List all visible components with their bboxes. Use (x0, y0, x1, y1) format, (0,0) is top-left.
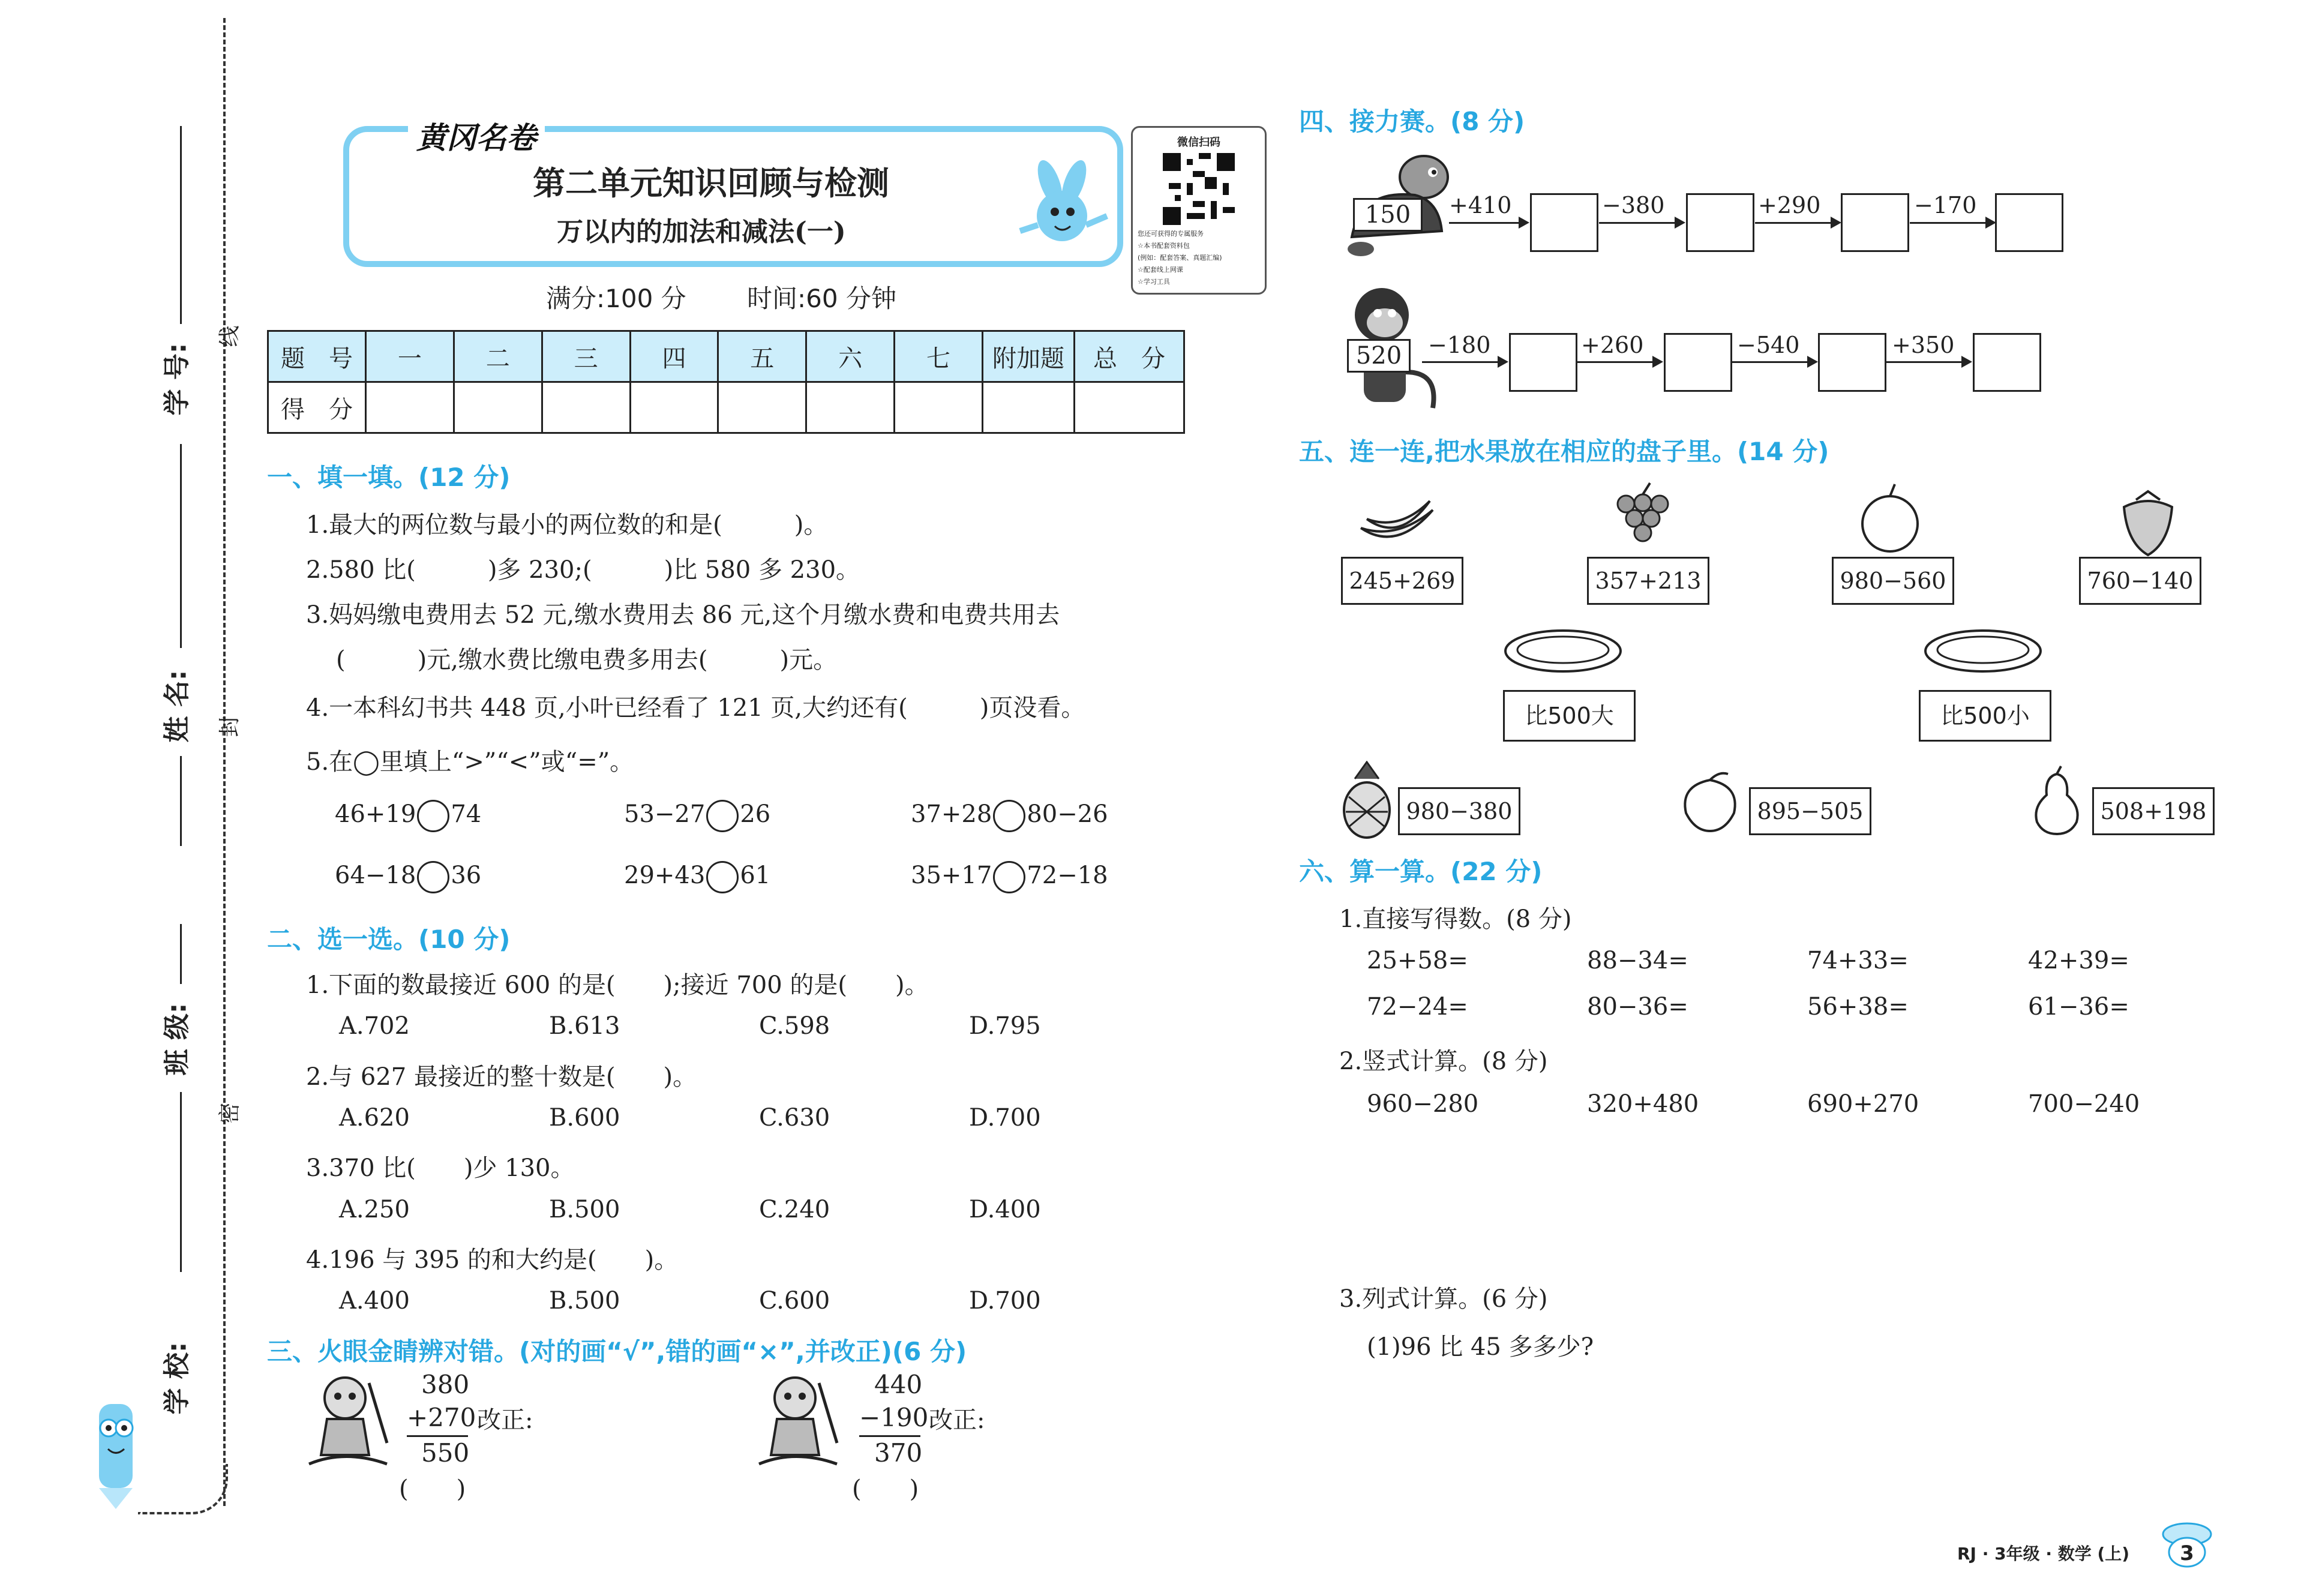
s2-option[interactable]: D.700 (969, 1104, 1041, 1132)
relay-arrow (1886, 361, 1970, 363)
relay2-op: −540 (1737, 332, 1800, 358)
s2-option[interactable]: C.600 (759, 1287, 830, 1315)
relay-arrow (1422, 361, 1506, 363)
compare-circle[interactable] (417, 861, 449, 893)
s2-option[interactable]: B.500 (549, 1287, 620, 1315)
compare-left: 35+17 (911, 862, 992, 889)
relay1-answer-box[interactable] (1686, 193, 1754, 252)
relay1-start-box: 150 (1353, 198, 1423, 232)
s2-option[interactable]: D.700 (969, 1287, 1041, 1315)
s2-option[interactable]: D.795 (969, 1012, 1041, 1040)
compare-right: 26 (740, 800, 771, 828)
s6-question-3-1: (1)96 比 45 多多少? (1367, 1333, 1594, 1361)
score-cell[interactable] (454, 382, 542, 433)
pineapple-icon (1337, 761, 1397, 839)
calc2-mid: −190 (859, 1403, 929, 1432)
section-3-title: 三、火眼金睛辨对错。(对的画“√”,错的画“×”,并改正)(6 分) (267, 1337, 967, 1366)
calc2-judge-paren[interactable]: ( ) (852, 1475, 919, 1503)
compare-right: 36 (451, 862, 482, 889)
pencil-mascot-icon (81, 1392, 159, 1512)
direct-calc: 42+39= (2028, 947, 2129, 974)
compare-left: 46+19 (335, 800, 416, 828)
vertical-calc: 690+270 (1807, 1090, 1919, 1118)
relay1-answer-box[interactable] (1995, 193, 2063, 252)
score-row-label: 得 分 (268, 382, 366, 433)
direct-calc: 61−36= (2028, 993, 2129, 1021)
seal-feng-char: 封 (217, 715, 242, 737)
s2-option[interactable]: B.600 (549, 1104, 620, 1132)
calc1-judge-paren[interactable]: ( ) (399, 1475, 466, 1503)
s2-option[interactable]: D.400 (969, 1196, 1041, 1223)
strawberry-icon (2115, 489, 2181, 558)
compare-item (911, 800, 1108, 832)
fruit-expression-box[interactable]: 357+213 (1587, 557, 1709, 605)
relay2-answer-box[interactable] (1664, 333, 1732, 392)
s2-question-3: 3.370 比( )少 130。 (306, 1154, 575, 1182)
s2-option[interactable]: C.630 (759, 1104, 830, 1132)
relay1-op: +410 (1449, 192, 1512, 218)
fruit-expression-box[interactable]: 895−505 (1749, 787, 1871, 835)
section-5-title: 五、连一连,把水果放在相应的盘子里。(14 分) (1299, 437, 1829, 466)
footer-text: RJ · 3年级 · 数学 (上) (1957, 1544, 2130, 1564)
relay2-start-box: 520 (1347, 339, 1411, 373)
relay2-op: +350 (1892, 332, 1955, 358)
score-cell[interactable] (718, 382, 806, 433)
score-table-header-row (268, 331, 1184, 382)
direct-calc: 80−36= (1587, 993, 1688, 1021)
s1-question-2: 2.580 比( )多 230;( )比 580 多 230。 (306, 556, 860, 584)
score-header-cell: 六 (806, 331, 895, 382)
plate-icon (1923, 627, 2043, 681)
score-table-score-row (268, 382, 1184, 433)
s2-option[interactable]: B.613 (549, 1012, 620, 1040)
s1-question-3a: 3.妈妈缴电费用去 52 元,缴水费用去 86 元,这个月缴水费和电费共用去 (306, 601, 1060, 629)
qr-line-2: ☆本书配套资料包 (1138, 242, 1190, 250)
relay-arrow (1755, 222, 1839, 224)
s2-option[interactable]: C.240 (759, 1196, 830, 1223)
direct-calc: 25+58= (1367, 947, 1468, 974)
compare-left: 53−27 (624, 800, 706, 828)
brand-logo (408, 114, 545, 157)
compare-item (335, 861, 481, 893)
score-cell[interactable] (1075, 382, 1184, 433)
s2-option[interactable]: A.702 (339, 1012, 410, 1040)
fruit-expression-box[interactable]: 245+269 (1341, 557, 1463, 605)
name-line (180, 444, 182, 648)
compare-item (624, 861, 770, 893)
score-header-cell: 题 号 (268, 331, 366, 382)
school-label: 学 校: (161, 1342, 193, 1415)
direct-calc: 88−34= (1587, 947, 1688, 974)
compare-left: 29+43 (624, 862, 706, 889)
score-header-cell: 一 (366, 331, 454, 382)
qr-line-4: ☆配套线上网课 (1138, 266, 1183, 274)
score-header-cell: 三 (542, 331, 630, 382)
score-table (267, 330, 1185, 434)
page-number-badge (2158, 1521, 2216, 1569)
plate-label[interactable]: 比500大 (1503, 690, 1636, 742)
score-header-cell: 二 (454, 331, 542, 382)
score-header-cell: 四 (630, 331, 718, 382)
compare-circle[interactable] (706, 861, 739, 893)
s6-sub-2: 2.竖式计算。(8 分) (1339, 1048, 1548, 1075)
page-subtitle: 万以内的加法和减法(一) (557, 217, 846, 247)
qr-title: 微信扫码 (1177, 136, 1220, 149)
calc1-fix-label: 改正: (477, 1406, 533, 1434)
section-6-title: 六、算一算。(22 分) (1299, 857, 1543, 886)
compare-right: 72−18 (1027, 862, 1108, 889)
compare-circle[interactable] (993, 861, 1025, 893)
compare-right: 61 (740, 862, 771, 889)
monkey-king-icon (303, 1371, 393, 1473)
exam-time: 时间:60 分钟 (747, 284, 896, 313)
fruit-expression-box[interactable]: 760−140 (2079, 557, 2201, 605)
s2-option[interactable]: A.400 (339, 1287, 410, 1315)
calc1-mid: +270 (407, 1403, 476, 1432)
brand-name: 黄冈名卷 (416, 121, 536, 155)
calc1-result: 550 (421, 1438, 470, 1468)
student-id-line (180, 126, 182, 324)
compare-right: 74 (451, 800, 482, 828)
class-line-lower (180, 1092, 182, 1272)
calc1-top: 380 (421, 1370, 470, 1399)
compare-circle[interactable] (706, 800, 739, 832)
score-cell[interactable] (542, 382, 630, 433)
score-cell[interactable] (983, 382, 1075, 433)
s2-option[interactable]: A.620 (339, 1104, 410, 1132)
student-id-label: 学 号: (161, 343, 193, 416)
peach-icon (1677, 768, 1743, 834)
relay-arrow (1910, 222, 1994, 224)
name-line-lower (180, 756, 182, 846)
relay2-op: −180 (1428, 332, 1491, 358)
section-4-title: 四、接力赛。(8 分) (1299, 107, 1525, 136)
calc2-underline (859, 1435, 920, 1437)
vertical-calc: 960−280 (1367, 1090, 1479, 1118)
compare-left: 64−18 (335, 862, 416, 889)
section-2-title: 二、选一选。(10 分) (267, 925, 511, 954)
class-line (180, 924, 182, 984)
relay-arrow (1732, 361, 1816, 363)
s6-sub-1: 1.直接写得数。(8 分) (1339, 905, 1572, 933)
class-label: 班 级: (161, 1003, 193, 1076)
page-number: 3 (2180, 1541, 2194, 1565)
score-cell[interactable] (895, 382, 983, 433)
relay2-answer-box[interactable] (1818, 333, 1886, 392)
direct-calc: 72−24= (1367, 993, 1468, 1021)
s1-question-1: 1.最大的两位数与最小的两位数的和是( )。 (306, 511, 828, 539)
direct-calc: 74+33= (1807, 947, 1909, 974)
qr-block (1131, 126, 1267, 295)
calc2-top: 440 (874, 1370, 923, 1399)
compare-left: 37+28 (911, 800, 992, 828)
relay-arrow (1577, 361, 1661, 363)
qr-line-3: (例如：配套答案、真题汇编) (1138, 254, 1222, 262)
seal-mi-char: 密 (217, 1102, 242, 1124)
s1-question-5: 5.在◯里填上“>”“<”或“=”。 (306, 748, 634, 776)
s1-question-3b: ( )元,缴水费比缴电费多用去( )元。 (336, 646, 838, 674)
score-header-cell: 七 (895, 331, 983, 382)
qr-line-1: 您还可获得的专属服务 (1138, 230, 1204, 238)
apple-icon (1854, 483, 1926, 555)
vertical-calc: 700−240 (2028, 1090, 2140, 1118)
section-1-title: 一、填一填。(12 分) (267, 463, 511, 492)
fruit-expression-box[interactable]: 508+198 (2092, 787, 2215, 835)
compare-item (335, 800, 481, 832)
banana-icon (1355, 492, 1439, 552)
relay-arrow (1599, 222, 1683, 224)
score-header-cell: 总 分 (1075, 331, 1184, 382)
monkey-king-icon (753, 1371, 843, 1473)
compare-circle[interactable] (417, 800, 449, 832)
s2-question-2: 2.与 627 最接近的整十数是( )。 (306, 1063, 697, 1091)
calc1-underline (407, 1435, 468, 1437)
grapes-icon (1602, 480, 1686, 558)
full-score: 满分:100 分 (546, 284, 686, 313)
compare-right: 80−26 (1027, 800, 1108, 828)
relay1-answer-box[interactable] (1530, 193, 1598, 252)
score-header-cell: 附加题 (983, 331, 1075, 382)
direct-calc: 56+38= (1807, 993, 1909, 1021)
relay1-op: −380 (1602, 192, 1665, 218)
binding-dashed-line (223, 18, 226, 1506)
page-title: 第二单元知识回顾与检测 (533, 164, 889, 202)
name-label: 姓 名: (161, 670, 193, 743)
fruit-expression-box[interactable]: 980−560 (1832, 557, 1954, 605)
seal-line-char: 线 (217, 325, 242, 347)
relay2-op: +260 (1581, 332, 1644, 358)
compare-circle[interactable] (993, 800, 1025, 832)
score-cell[interactable] (630, 382, 718, 433)
relay1-op: −170 (1914, 192, 1977, 218)
s6-sub-3: 3.列式计算。(6 分) (1339, 1285, 1548, 1313)
s2-option[interactable]: A.250 (339, 1196, 410, 1223)
calc2-fix-label: 改正: (929, 1406, 985, 1434)
calc2-result: 370 (874, 1438, 923, 1468)
s2-option[interactable]: B.500 (549, 1196, 620, 1223)
score-cell[interactable] (366, 382, 454, 433)
fruit-expression-box[interactable]: 980−380 (1398, 787, 1520, 835)
score-cell[interactable] (806, 382, 895, 433)
relay2-answer-box[interactable] (1973, 333, 2041, 392)
plate-icon (1503, 627, 1623, 681)
pear-icon (2030, 765, 2084, 837)
rabbit-mascot-icon (1008, 159, 1116, 255)
compare-item (911, 861, 1108, 893)
s2-question-1: 1.下面的数最接近 600 的是( );接近 700 的是( )。 (306, 971, 929, 999)
s2-option[interactable]: C.598 (759, 1012, 830, 1040)
s2-question-4: 4.196 与 395 的和大约是( )。 (306, 1246, 679, 1274)
relay1-answer-box[interactable] (1841, 193, 1909, 252)
relay2-answer-box[interactable] (1509, 333, 1577, 392)
relay1-op: +290 (1758, 192, 1821, 218)
relay-arrow (1449, 222, 1527, 224)
qr-code-icon[interactable] (1163, 153, 1235, 225)
compare-item (624, 800, 770, 832)
score-header-cell: 五 (718, 331, 806, 382)
vertical-calc: 320+480 (1587, 1090, 1699, 1118)
qr-line-5: ☆学习工具 (1138, 278, 1170, 286)
s1-question-4: 4.一本科幻书共 448 页,小叶已经看了 121 页,大约还有( )页没看。 (306, 694, 1085, 722)
plate-label[interactable]: 比500小 (1919, 690, 2051, 742)
